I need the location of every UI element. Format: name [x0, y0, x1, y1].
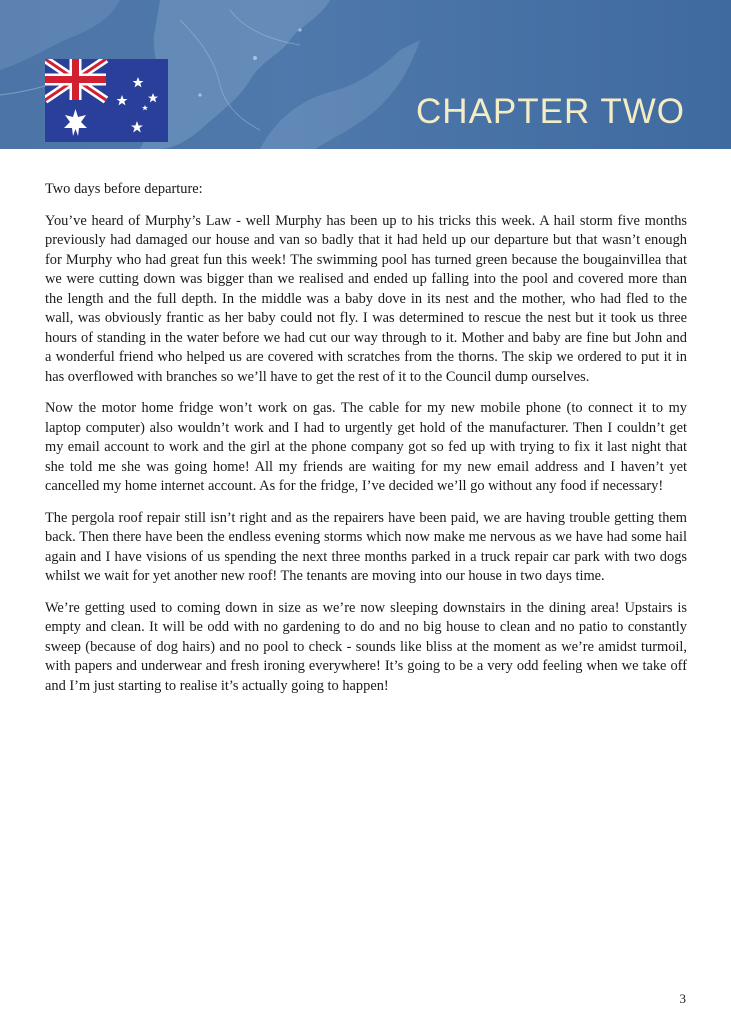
paragraph-murphys-law: You’ve heard of Murphy’s Law - well Murphy has been up to his tricks this week. A hail storm five months previously had damaged our house and van so badly that it had held up our departure but that wasn’t enough for Murphy who had great fun this week! The swimming pool has turned green because the bougainvillea that we were cutting down was bigger than we realised and ended up falling into the pool and covered more than the length and the full depth. In the middle was a baby dove in its nest and the mother, who had fled to the wall, was obviously frantic as her baby could not fly. I was determined to rescue the nest but it took us three hours of standing in the water before we had cut our way through to it. Mother and baby are fine but John and a wonderful friend who helped us are covered with scratches from the thorns. The skip we ordered to put it in has overflowed with branches so we’ll have to get the rest of it to the Council dump ourselves.	[45, 212, 687, 385]
page-number: 3	[679, 991, 686, 1006]
intro-line: Two days before departure:	[45, 181, 203, 197]
chapter-title: CHAPTER TWO	[416, 92, 685, 131]
chapter-banner	[0, 0, 731, 149]
paragraph-downsizing: We’re getting used to coming down in size as we’re now sleeping downstairs in the dining area! Upstairs is empty and clean. It will be odd with no gardening to do and no big house to clean and no patio to constantly sweep (because of dog hairs) and no pool to check - sounds like bliss at the moment as we’re amidst turmoil, with papers and underwear and fresh ironing everywhere! It’s going to be a very odd feeling when we take off and I’m just starting to realise it’s actually going to happen!	[45, 599, 687, 694]
paragraph-pergola: The pergola roof repair still isn’t right and as the repairers have been paid, we are having trouble getting them back. Then there have been the endless evening storms which now make me nervous as we have had some hail again and I have visions of us spending the next three months parked in a truck repair car park with two dogs whilst we wait for yet another new roof! The tenants are moving into our house in two days time.	[45, 509, 687, 584]
chapter-body	[45, 180, 687, 708]
australian-flag-icon	[45, 59, 168, 142]
paragraph-fridge: Now the motor home fridge won’t work on gas. The cable for my new mobile phone (to connect it to my laptop computer) also wouldn’t work and I had to urgently get hold of the manufacturer. Then I couldn’t get my email account to work and the girl at the phone company got so fed up with trying to fix it last night that she told me she was going home! All my friends are waiting for my new email address and I haven’t yet cancelled my home internet account. As for the fridge, I’ve decided we’ll go without any food if necessary!	[45, 400, 687, 494]
